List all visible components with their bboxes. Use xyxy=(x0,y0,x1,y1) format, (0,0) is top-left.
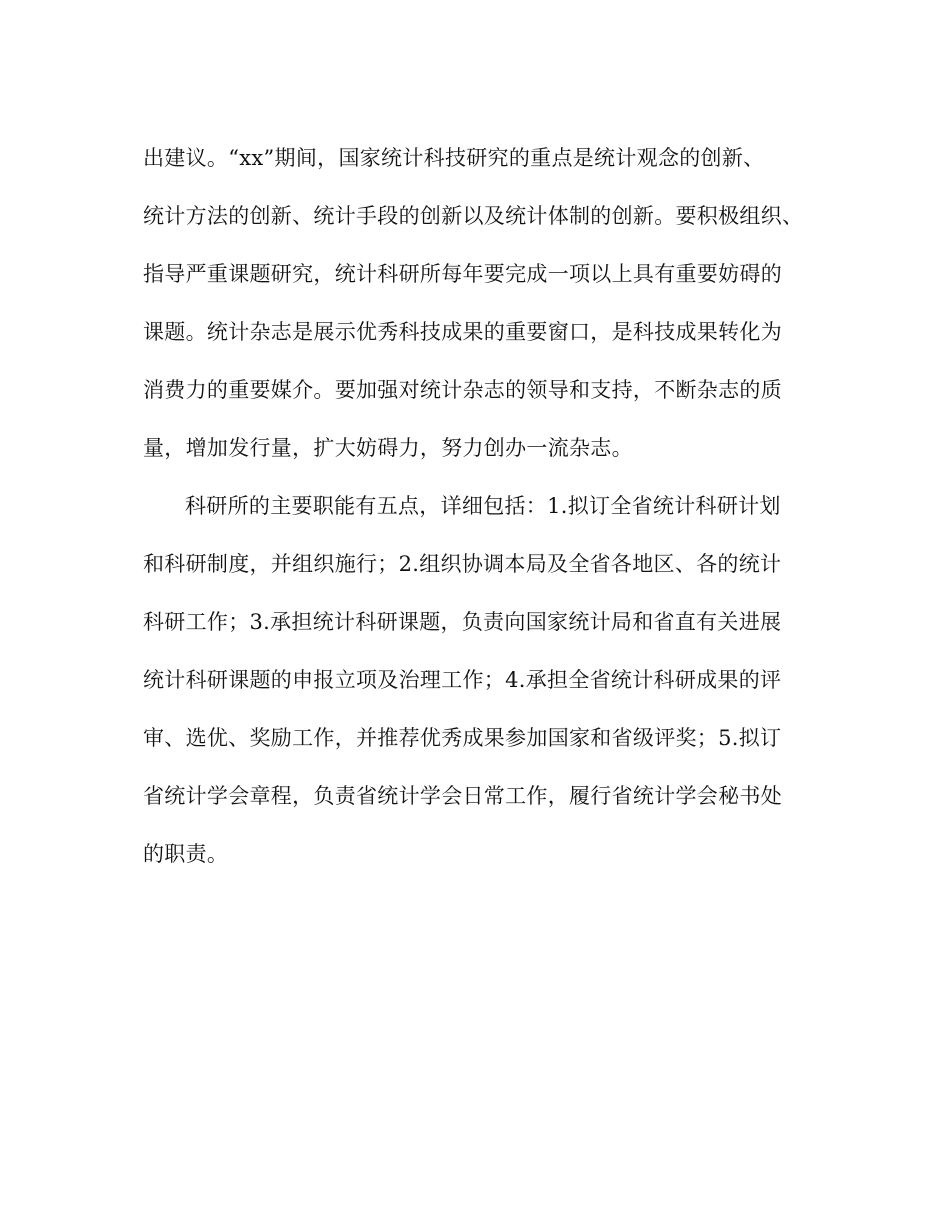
text-line: 的职责。 xyxy=(143,842,229,866)
text-line: 统计方法的创新、统计手段的创新以及统计体制的创新。要积极组织、 xyxy=(143,204,804,228)
text-line: 指导严重课题研究，统计科研所每年要完成一项以上具有重要妨碍的 xyxy=(143,262,782,286)
text-line: 和科研制度，并组织施行；2.组织协调本局及全省各地区、各的统计 xyxy=(143,552,782,576)
text-line: 统计科研课题的申报立项及治理工作；4.承担全省统计科研成果的评 xyxy=(143,668,782,692)
text-line: 出建议。“xx”期间，国家统计科技研究的重点是统计观念的创新、 xyxy=(143,146,765,170)
document-body xyxy=(143,129,823,883)
paragraph-2 xyxy=(143,477,823,883)
text-line: 省统计学会章程，负责省统计学会日常工作，履行省统计学会秘书处 xyxy=(143,784,782,808)
text-line: 量，增加发行量，扩大妨碍力，努力创办一流杂志。 xyxy=(143,436,633,460)
text-line-indented: 科研所的主要职能有五点，详细包括：1.拟订全省统计科研计划 xyxy=(185,494,781,518)
paragraph-1 xyxy=(143,129,823,477)
text-line: 课题。统计杂志是展示优秀科技成果的重要窗口，是科技成果转化为 xyxy=(143,320,782,344)
text-line: 科研工作；3.承担统计科研课题，负责向国家统计局和省直有关进展 xyxy=(143,610,782,634)
text-line: 消费力的重要媒介。要加强对统计杂志的领导和支持，不断杂志的质 xyxy=(143,378,782,402)
text-line: 审、选优、奖励工作，并推荐优秀成果参加国家和省级评奖；5.拟订 xyxy=(143,726,782,750)
